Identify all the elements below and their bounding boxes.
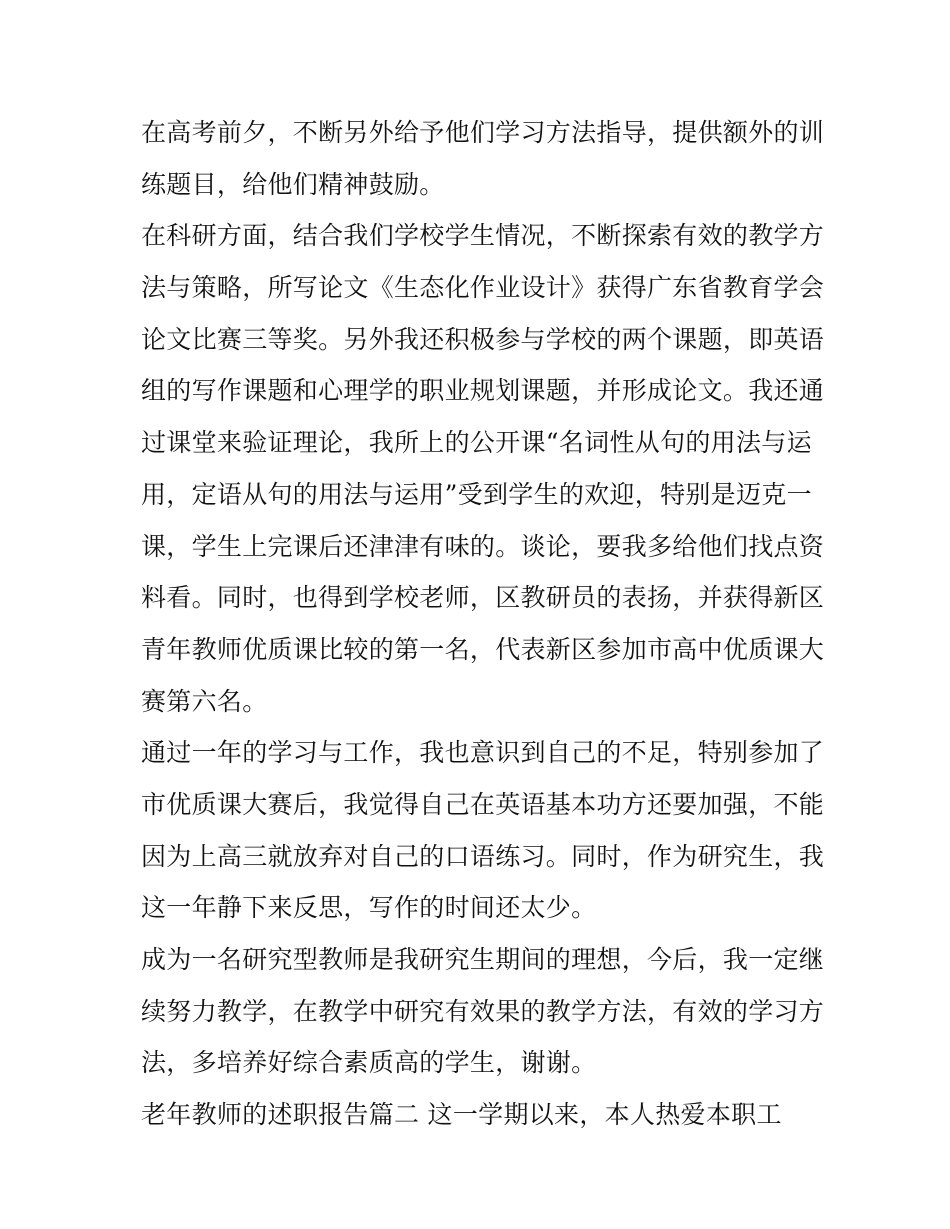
text-line: 通过一年的学习与工作，我也意识到自己的不足，特别参加了 xyxy=(141,738,825,768)
text-line: 因为上高三就放弃对自己的口语练习。同时，作为研究生，我 xyxy=(141,841,825,871)
text-line: 这一年静下来反思，写作的时间还太少。 xyxy=(141,893,597,923)
text-line: 用，定语从句的用法与运用”受到学生的欢迎，特别是迈克一 xyxy=(141,479,812,509)
text-line: 课，学生上完课后还津津有味的。谈论，要我多给他们找点资 xyxy=(141,531,825,561)
text-line: 在科研方面，结合我们学校学生情况，不断探索有效的教学方 xyxy=(141,221,825,251)
text-line: 成为一名研究型教师是我研究生期间的理想，今后，我一定继 xyxy=(141,945,825,974)
text-line: 料看。同时，也得到学校老师，区教研员的表扬，并获得新区 xyxy=(141,583,825,613)
text-line: 在高考前夕，不断另外给予他们学习方法指导，提供额外的训 xyxy=(141,118,825,147)
text-line: 赛第六名。 xyxy=(141,686,268,716)
text-line: 法与策略，所写论文《生态化作业设计》获得广东省教育学会 xyxy=(141,273,825,303)
text-line: 练题目，给他们精神鼓励。 xyxy=(141,169,445,199)
text-line: 市优质课大赛后，我觉得自己在英语基本功方还要加强，不能 xyxy=(141,789,825,819)
text-line: 续努力教学，在教学中研究有效果的教学方法，有效的学习方 xyxy=(141,996,825,1026)
report-body-text xyxy=(141,107,825,1141)
text-line: 组的写作课题和心理学的职业规划课题，并形成论文。我还通 xyxy=(141,376,825,406)
text-line: 青年教师优质课比较的第一名，代表新区参加市高中优质课大 xyxy=(141,634,825,664)
text-line: 过课堂来验证理论，我所上的公开课“名词性从句的用法与运 xyxy=(141,428,812,458)
text-line: 法，多培养好综合素质高的学生，谢谢。 xyxy=(141,1048,597,1078)
text-line: 老年教师的述职报告篇二 这一学期以来，本人热爱本职工 xyxy=(141,1100,782,1130)
text-line: 论文比赛三等奖。另外我还积极参与学校的两个课题，即英语 xyxy=(141,324,825,354)
